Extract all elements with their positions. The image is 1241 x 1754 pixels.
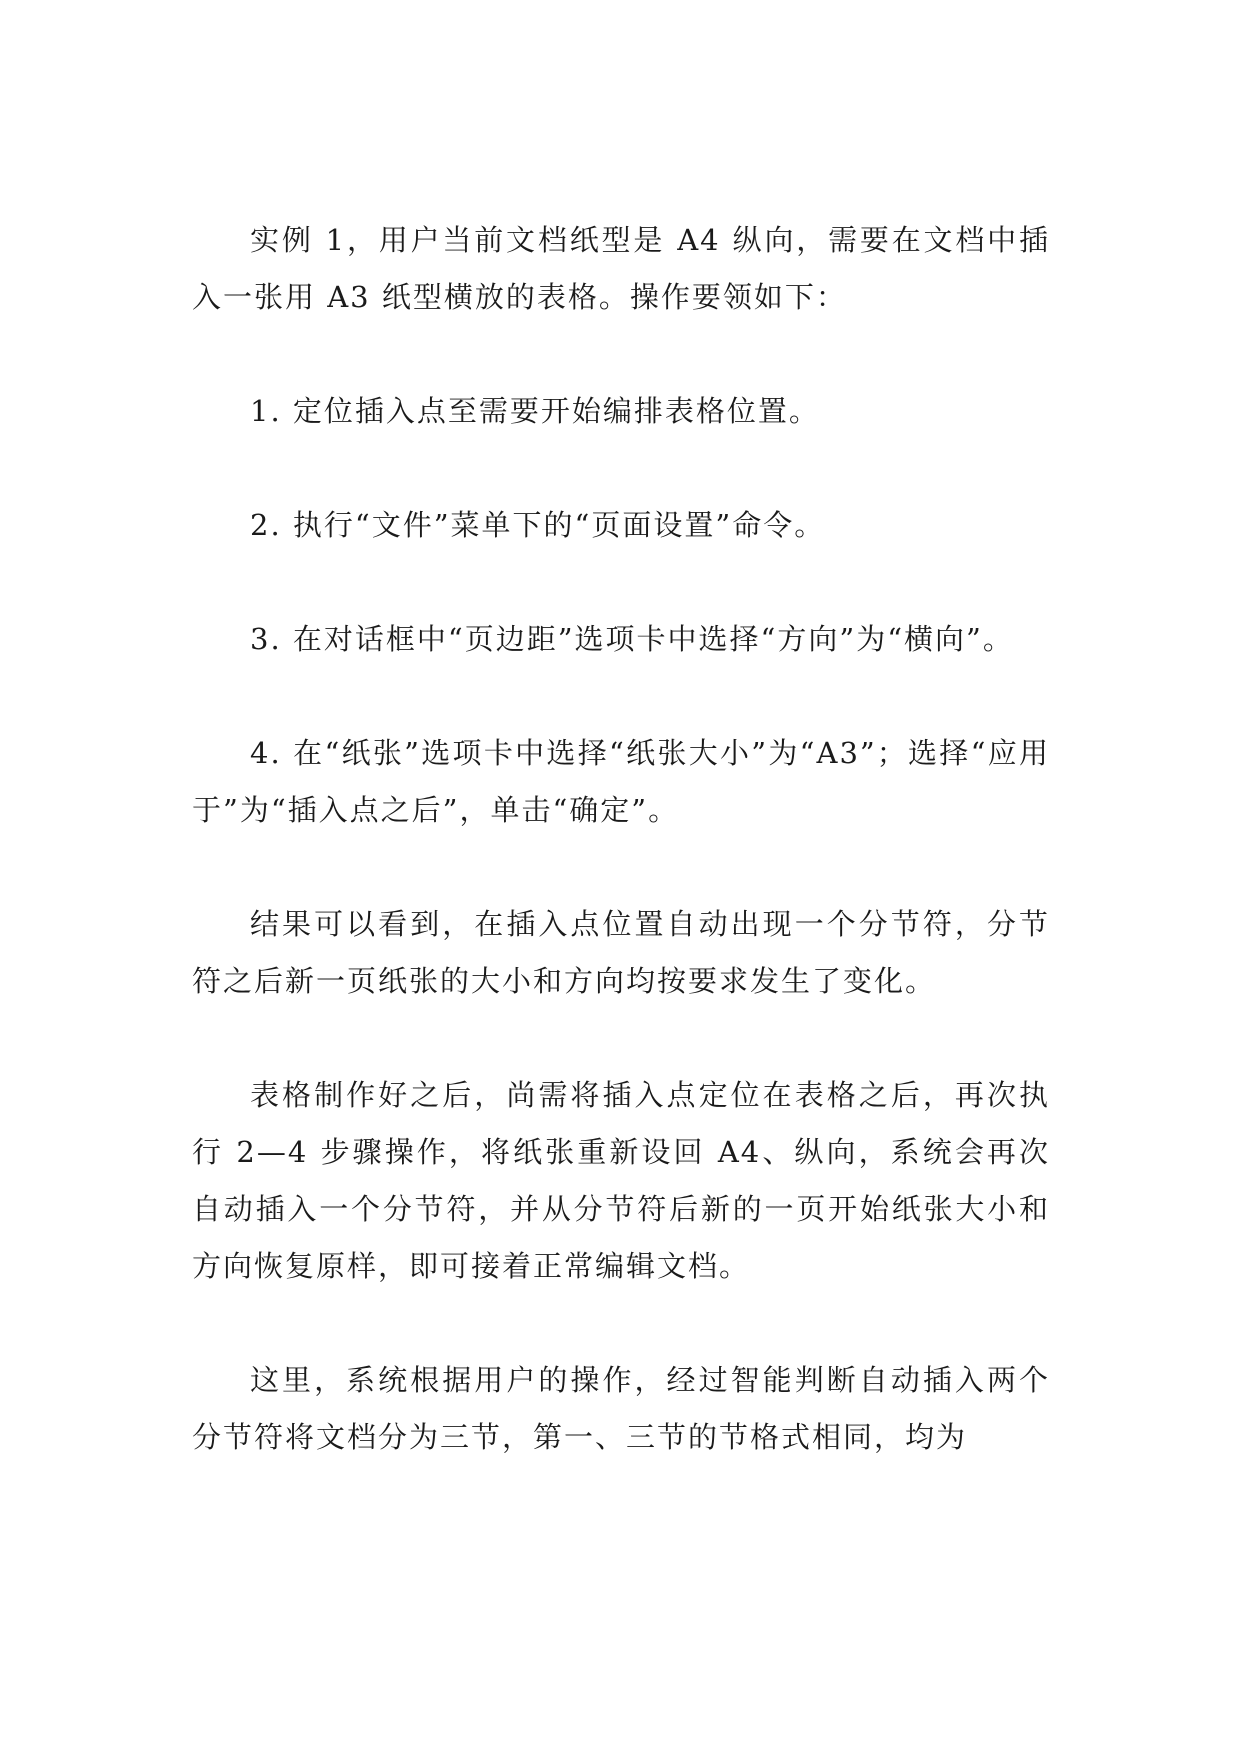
paragraph-example-intro: 实例 1，用户当前文档纸型是 A4 纵向，需要在文档中插入一张用 A3 纸型横放的表格。操作要领如下： [192, 223, 1051, 314]
paragraph-step-3: 3. 在对话框中“页边距”选项卡中选择“方向”为“横向”。 [250, 622, 1014, 656]
paragraph-summary: 这里，系统根据用户的操作，经过智能判断自动插入两个分节符将文档分为三节，第一、三节的节格式相同，均为 [192, 1363, 1050, 1454]
paragraph-result: 结果可以看到，在插入点位置自动出现一个分节符，分节符之后新一页纸张的大小和方向均按要求发生了变化。 [192, 907, 1050, 998]
paragraph-step-2: 2. 执行“文件”菜单下的“页面设置”命令。 [250, 508, 826, 542]
document-body [192, 212, 1050, 1466]
paragraph-step-4: 4. 在“纸张”选项卡中选择“纸张大小”为“A3”；选择“应用于”为“插入点之后”，单击“确定”。 [192, 736, 1050, 827]
paragraph-step-1: 1. 定位插入点至需要开始编排表格位置。 [250, 394, 820, 428]
paragraph-restore: 表格制作好之后，尚需将插入点定位在表格之后，再次执行 2—4 步骤操作，将纸张重新设回 A4、纵向，系统会再次自动插入一个分节符，并从分节符后新的一页开始纸张大小和方向恢复原样，即可接着正常编辑文档。 [192, 1078, 1050, 1283]
